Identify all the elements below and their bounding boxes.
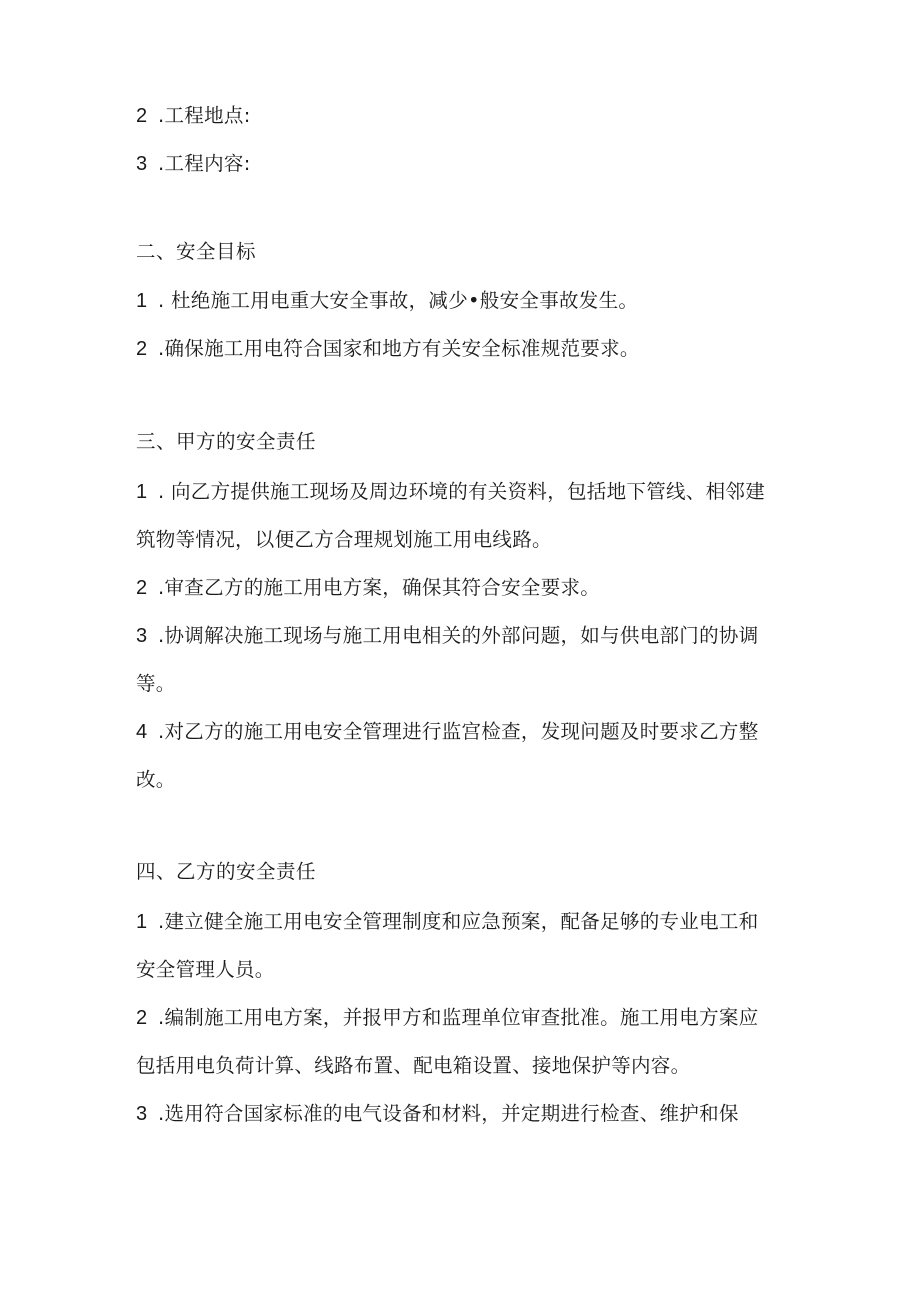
section-heading: 四、乙方的安全责任 xyxy=(136,860,317,883)
item-text: .协调解决施工现场与施工用电相关的外部问题，如与供电部门的协调 xyxy=(158,624,759,647)
item-text: . 杜绝施工用电重大安全事故，减少•般安全事故发生。 xyxy=(158,289,639,312)
item-number: 1 xyxy=(136,290,148,312)
list-item xyxy=(136,289,638,313)
item-number: 1 xyxy=(136,911,148,933)
item-text: .选用符合国家标准的电气设备和材料，并定期进行检查、维护和保 xyxy=(158,1102,739,1125)
item-number: 3 xyxy=(136,625,148,647)
item-number: 3 xyxy=(136,1103,148,1125)
list-item xyxy=(136,576,600,600)
item-number: 2 xyxy=(136,577,148,599)
list-item xyxy=(136,152,251,176)
list-item-continuation: 包括用电负荷计算、线路布置、配电箱设置、接地保护等内容。 xyxy=(136,1054,691,1077)
item-text: .对乙方的施工用电安全管理进行监宫检查，发现问题及时要求乙方整 xyxy=(158,720,759,743)
list-item xyxy=(136,337,640,361)
item-text: .工程内容: xyxy=(158,152,251,175)
list-item-continuation: 等。 xyxy=(136,672,176,695)
item-text: .审查乙方的施工用电方案，确保其符合安全要求。 xyxy=(158,576,601,599)
section-heading: 三、甲方的安全责任 xyxy=(136,430,317,453)
list-item xyxy=(136,1006,759,1030)
list-item-continuation: 改。 xyxy=(136,768,176,791)
list-item-continuation: 筑物等情况，以便乙方合理规划施工用电线路。 xyxy=(136,528,552,551)
item-text: .工程地点: xyxy=(158,104,251,127)
item-text: . 向乙方提供施工现场及周边环境的有关资料，包括地下管线、相邻建 xyxy=(158,480,765,503)
list-item xyxy=(136,910,759,934)
item-text: .编制施工用电方案，并报甲方和监理单位审查批准。施工用电方案应 xyxy=(158,1006,759,1029)
list-item-continuation: 安全管理人员。 xyxy=(136,958,275,981)
item-number: 4 xyxy=(136,721,148,743)
list-item xyxy=(136,480,765,504)
item-text: .建立健全施工用电安全管理制度和应急预案，配备足够的专业电工和 xyxy=(158,910,759,933)
item-number: 1 xyxy=(136,481,148,503)
item-number: 3 xyxy=(136,153,148,175)
section-heading: 二、安全目标 xyxy=(136,240,257,263)
item-number: 2 xyxy=(136,338,148,360)
list-item xyxy=(136,1102,739,1126)
item-number: 2 xyxy=(136,105,148,127)
list-item xyxy=(136,720,759,744)
list-item xyxy=(136,624,759,648)
list-item xyxy=(136,104,251,128)
item-number: 2 xyxy=(136,1007,148,1029)
item-text: .确保施工用电符合国家和地方有关安全标准规范要求。 xyxy=(158,337,640,360)
